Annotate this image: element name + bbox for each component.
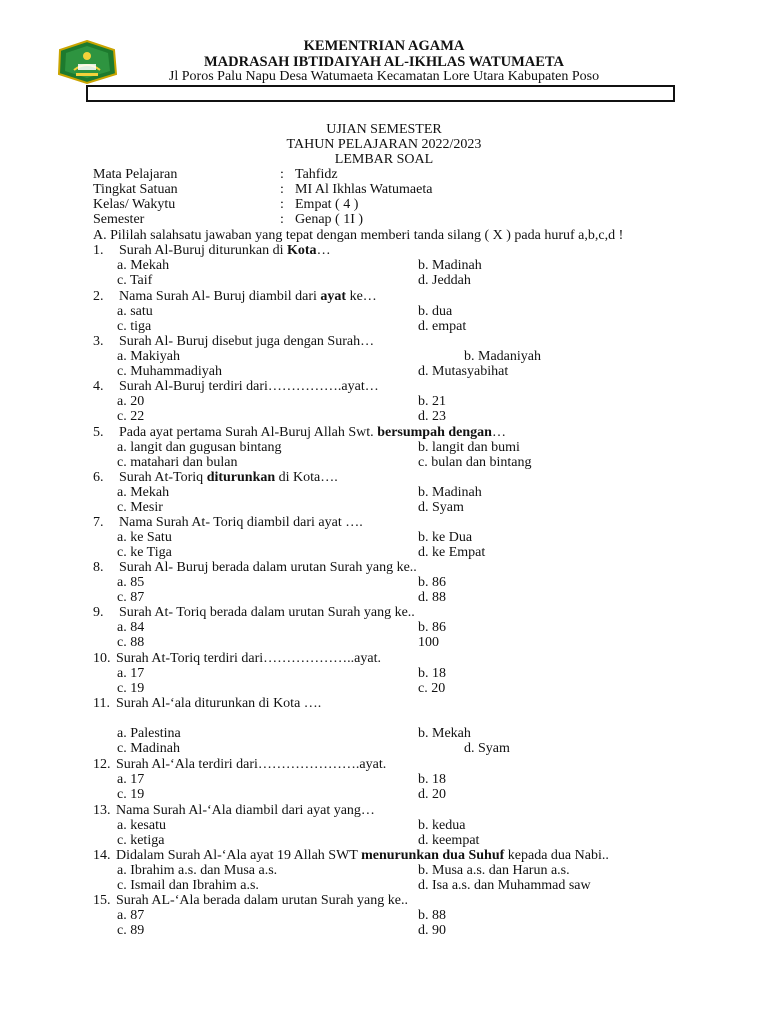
answer-option: a. 17 — [117, 666, 145, 681]
question-number: 6. — [93, 470, 104, 485]
answer-option: d. ke Empat — [418, 545, 486, 560]
question-text-part: Surah At-Toriq — [119, 470, 207, 485]
answer-option: b. Madinah — [418, 485, 482, 500]
question-number: 4. — [93, 379, 104, 394]
answer-option: c. Muhammadiyah — [117, 364, 222, 379]
question-text — [116, 803, 375, 818]
question-text — [119, 243, 331, 258]
question-text — [119, 515, 363, 530]
answer-option: 100 — [418, 635, 439, 650]
question-number: 2. — [93, 289, 104, 304]
question-number: 14. — [93, 848, 111, 863]
question-text-part: Surah Al-Buruj diturunkan di — [119, 243, 287, 258]
question-text-part: ke… — [346, 289, 377, 304]
answer-option: c. 19 — [117, 681, 145, 696]
question-text-part: Surah At- Toriq berada dalam urutan Surah yang ke.. — [119, 605, 415, 620]
question-text-part: Pada ayat pertama Surah Al-Buruj Allah Swt. — [119, 425, 378, 440]
answer-option: c. 20 — [418, 681, 446, 696]
question-text — [116, 848, 609, 863]
question-number: 8. — [93, 560, 104, 575]
answer-option: c. Madinah — [117, 741, 180, 756]
question-text — [116, 757, 386, 772]
question-text-part: Surah Al-‘Ala terdiri dari………………….ayat. — [116, 757, 387, 772]
question-emphasis: menurunkan dua Suhuf — [361, 848, 505, 863]
answer-option: b. Mekah — [418, 726, 471, 741]
school-name: MADRASAH IBTIDAIYAH AL-IKHLAS WATUMAETA — [203, 54, 564, 70]
question-text-part: Surah Al- Buruj disebut juga dengan Surah… — [119, 334, 375, 349]
answer-option: d. Syam — [418, 500, 464, 515]
answer-option: c. 89 — [117, 923, 145, 938]
answer-option: c. Mesir — [117, 500, 163, 515]
question-text — [119, 470, 338, 485]
info-label: Kelas/ Wakytu — [93, 197, 176, 212]
question-number: 10. — [93, 651, 111, 666]
answer-option: c. matahari dan bulan — [117, 455, 238, 470]
question-text — [119, 334, 374, 349]
info-value: Genap ( 1I ) — [295, 212, 364, 227]
question-text-part: di Kota…. — [275, 470, 338, 485]
question-text-part: Nama Surah Al- Buruj diambil dari — [119, 289, 321, 304]
answer-option: a. satu — [117, 304, 153, 319]
answer-option: b. 18 — [418, 772, 446, 787]
answer-option: c. 87 — [117, 590, 145, 605]
answer-option: d. keempat — [418, 833, 480, 848]
answer-option: c. 88 — [117, 635, 145, 650]
school-address: Jl Poros Palu Napu Desa Watumaeta Kecamatan Lore Utara Kabupaten Poso — [168, 69, 600, 84]
question-text — [116, 696, 321, 711]
question-text — [119, 425, 506, 440]
info-label: Semester — [93, 212, 145, 227]
info-label: Mata Pelajaran — [93, 167, 178, 182]
question-text-part: … — [316, 243, 331, 258]
answer-option: b. kedua — [418, 818, 466, 833]
question-emphasis: diturunkan — [206, 470, 276, 485]
info-colon: : — [280, 197, 284, 212]
question-number: 1. — [93, 243, 104, 258]
answer-option: a. Ibrahim a.s. dan Musa a.s. — [117, 863, 278, 878]
info-colon: : — [280, 182, 284, 197]
answer-option: c. tiga — [117, 319, 152, 334]
answer-option: a. 17 — [117, 772, 145, 787]
question-text — [116, 651, 381, 666]
answer-option: c. 22 — [117, 409, 145, 424]
instruction: A. Pililah salahsatu jawaban yang tepat dengan memberi tanda silang ( X ) pada huruf a,b,c,d ! — [93, 228, 624, 243]
info-value: Empat ( 4 ) — [295, 197, 359, 212]
answer-option: d. 90 — [418, 923, 446, 938]
answer-option: b. 86 — [418, 575, 446, 590]
answer-option: b. langit dan bumi — [418, 440, 520, 455]
answer-option: d. Syam — [464, 741, 510, 756]
question-number: 9. — [93, 605, 104, 620]
ministry-name: KEMENTRIAN AGAMA — [303, 38, 465, 54]
info-label: Tingkat Satuan — [93, 182, 178, 197]
question-emphasis: bersumpah dengan — [377, 425, 492, 440]
answer-option: d. 23 — [418, 409, 446, 424]
question-number: 3. — [93, 334, 104, 349]
question-number: 7. — [93, 515, 104, 530]
question-number: 13. — [93, 803, 111, 818]
answer-option: b. Madaniyah — [464, 349, 541, 364]
answer-option: c. ketiga — [117, 833, 165, 848]
header-divider — [86, 85, 675, 102]
answer-option: c. 19 — [117, 787, 145, 802]
exam-sheet-label: LEMBAR SOAL — [334, 152, 434, 167]
answer-option: b. Madinah — [418, 258, 482, 273]
exam-year: TAHUN PELAJARAN 2022/2023 — [286, 137, 482, 152]
answer-option: b. 21 — [418, 394, 446, 409]
answer-option: d. empat — [418, 319, 467, 334]
info-colon: : — [280, 167, 284, 182]
answer-option: b. 88 — [418, 908, 446, 923]
answer-option: d. 20 — [418, 787, 446, 802]
answer-option: b. ke Dua — [418, 530, 473, 545]
question-text — [119, 289, 377, 304]
answer-option: d. Mutasyabihat — [418, 364, 509, 379]
question-emphasis: Kota — [287, 243, 317, 258]
question-text-part: Nama Surah At- Toriq diambil dari ayat …. — [119, 515, 363, 530]
info-value: MI Al Ikhlas Watumaeta — [295, 182, 433, 197]
question-text-part: Surah At-Toriq terdiri dari………………..ayat. — [116, 651, 381, 666]
answer-option: a. ke Satu — [117, 530, 172, 545]
answer-option: d. 88 — [418, 590, 446, 605]
question-number: 11. — [93, 696, 110, 711]
answer-option: a. 87 — [117, 908, 145, 923]
answer-option: a. langit dan gugusan bintang — [117, 440, 282, 455]
answer-option: d. Jeddah — [418, 273, 471, 288]
answer-option: c. Taif — [117, 273, 153, 288]
question-number: 5. — [93, 425, 104, 440]
answer-option: a. Makiyah — [117, 349, 180, 364]
answer-option: a. Mekah — [117, 258, 170, 273]
question-text-part: Surah Al-‘ala diturunkan di Kota …. — [116, 696, 322, 711]
question-text — [116, 893, 408, 908]
answer-option: a. kesatu — [117, 818, 166, 833]
answer-option: b. 86 — [418, 620, 446, 635]
question-text — [119, 605, 415, 620]
question-number: 15. — [93, 893, 111, 908]
answer-option: c. Ismail dan Ibrahim a.s. — [117, 878, 259, 893]
question-emphasis: ayat — [320, 289, 347, 304]
answer-option: b. Musa a.s. dan Harun a.s. — [418, 863, 570, 878]
question-text-part: Surah Al-Buruj terdiri dari…………….ayat… — [119, 379, 379, 394]
info-colon: : — [280, 212, 284, 227]
answer-option: c. bulan dan bintang — [418, 455, 532, 470]
answer-option: b. dua — [418, 304, 453, 319]
answer-option: a. Mekah — [117, 485, 170, 500]
answer-option: b. 18 — [418, 666, 446, 681]
question-text-part: … — [491, 425, 506, 440]
answer-option: a. Palestina — [117, 726, 181, 741]
answer-option: a. 85 — [117, 575, 145, 590]
question-text-part: Surah Al- Buruj berada dalam urutan Surah yang ke.. — [119, 560, 417, 575]
exam-title: UJIAN SEMESTER — [326, 122, 442, 137]
info-value: Tahfidz — [295, 167, 338, 182]
question-text — [119, 560, 417, 575]
question-text-part: kepada dua Nabi.. — [504, 848, 609, 863]
question-text-part: Nama Surah Al-‘Ala diambil dari ayat yang… — [116, 803, 375, 818]
answer-option: d. Isa a.s. dan Muhammad saw — [418, 878, 591, 893]
question-text — [119, 379, 379, 394]
question-text-part: Surah AL-‘Ala berada dalam urutan Surah yang ke.. — [116, 893, 408, 908]
answer-option: a. 20 — [117, 394, 145, 409]
answer-option: a. 84 — [117, 620, 145, 635]
question-text-part: Didalam Surah Al-‘Ala ayat 19 Allah SWT — [116, 848, 362, 863]
answer-option: c. ke Tiga — [117, 545, 172, 560]
question-number: 12. — [93, 757, 111, 772]
